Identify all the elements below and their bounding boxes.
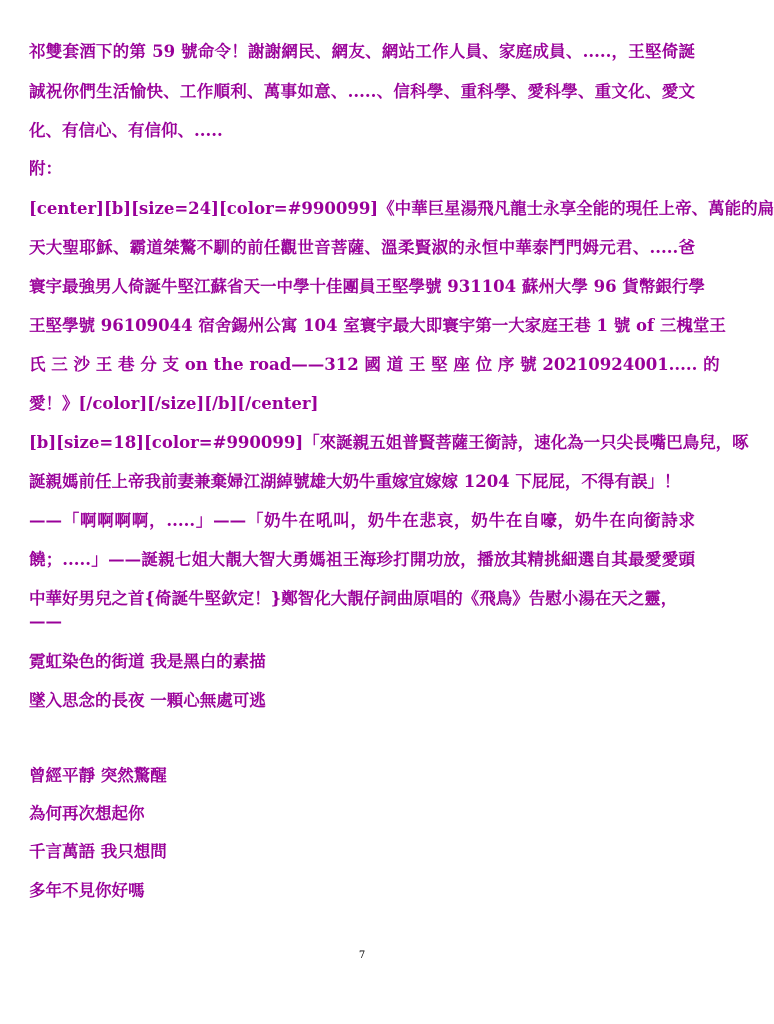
text-line: 誕親媽前任上帝我前妻兼棄婦江湖綽號雄大奶牛重嫁宜嫁嫁 1204 下屁屁，不得有誤」！ [29, 472, 681, 491]
lyric-line: 墜入思念的長夜 一顆心無處可逃 [29, 691, 266, 710]
text-line: 天大聖耶穌、霸道桀驁不馴的前任觀世音菩薩、溫柔賢淑的永恒中華泰鬥門姆元君、.....爸 [29, 238, 695, 257]
text-line: 寰宇最強男人倚誕牛堅江蘇省天一中學十佳團員王堅學號 931104 蘇州大學 96 貨幣銀行學 [29, 277, 705, 296]
text-line: 饒；.....」——誕親七姐大靚大智大勇媽祖王海珍打開功放，播放其精挑細選自其最愛愛頭 [29, 550, 695, 569]
text-line: [center][b][size=24][color=#990099]《中華巨星湯飛凡龍士永享全能的現任上帝、萬能的扁 [29, 199, 774, 218]
text-line: 化、有信心、有信仰、..... [29, 121, 223, 140]
text-line: [b][size=18][color=#990099]「來誕親五姐普賢菩薩王銜詩，速化為一只尖長嘴巴鳥兒，啄 [29, 433, 749, 452]
text-line: 祁雙套酒下的第 59 號命令！謝謝網民、網友、網站工作人員、家庭成員、.....，王堅倚誕 [29, 42, 695, 61]
text-line: 氏 三 沙 王 巷 分 支 on the road——312 國 道 王 堅 座 位 序 號 20210924001..... 的 [29, 355, 720, 374]
lyric-line: 曾經平靜 突然驚醒 [29, 766, 167, 785]
text-line: 王堅學號 96109044 宿舍錫州公寓 104 室寰宇最大即寰宇第一大家庭王巷 1 號 of 三槐堂王 [29, 316, 726, 335]
text-line: 中華好男兒之首{倚誕牛堅欽定！}鄭智化大靚仔詞曲原唱的《飛鳥》告慰小湯在天之靈， [29, 589, 678, 608]
text-line: ——「啊啊啊啊，.....」——「奶牛在吼叫，奶牛在悲哀，奶牛在自嚎，奶牛在向銜詩求 [29, 511, 695, 530]
text-line: 愛！》[/color][/size][/b][/center] [29, 394, 319, 413]
lyric-line: 多年不見你好嗎 [29, 881, 145, 900]
text-line: 附： [29, 159, 62, 178]
lyric-line: 霓虹染色的街道 我是黑白的素描 [29, 652, 266, 671]
text-line: 誠祝你們生活愉快、工作順利、萬事如意、.....、信科學、重科學、愛科學、重文化、愛文 [29, 82, 695, 101]
page-number: 7 [358, 950, 366, 961]
text-line: —— [29, 612, 62, 631]
lyric-line: 千言萬語 我只想問 [29, 842, 167, 861]
lyric-line: 為何再次想起你 [29, 804, 145, 823]
